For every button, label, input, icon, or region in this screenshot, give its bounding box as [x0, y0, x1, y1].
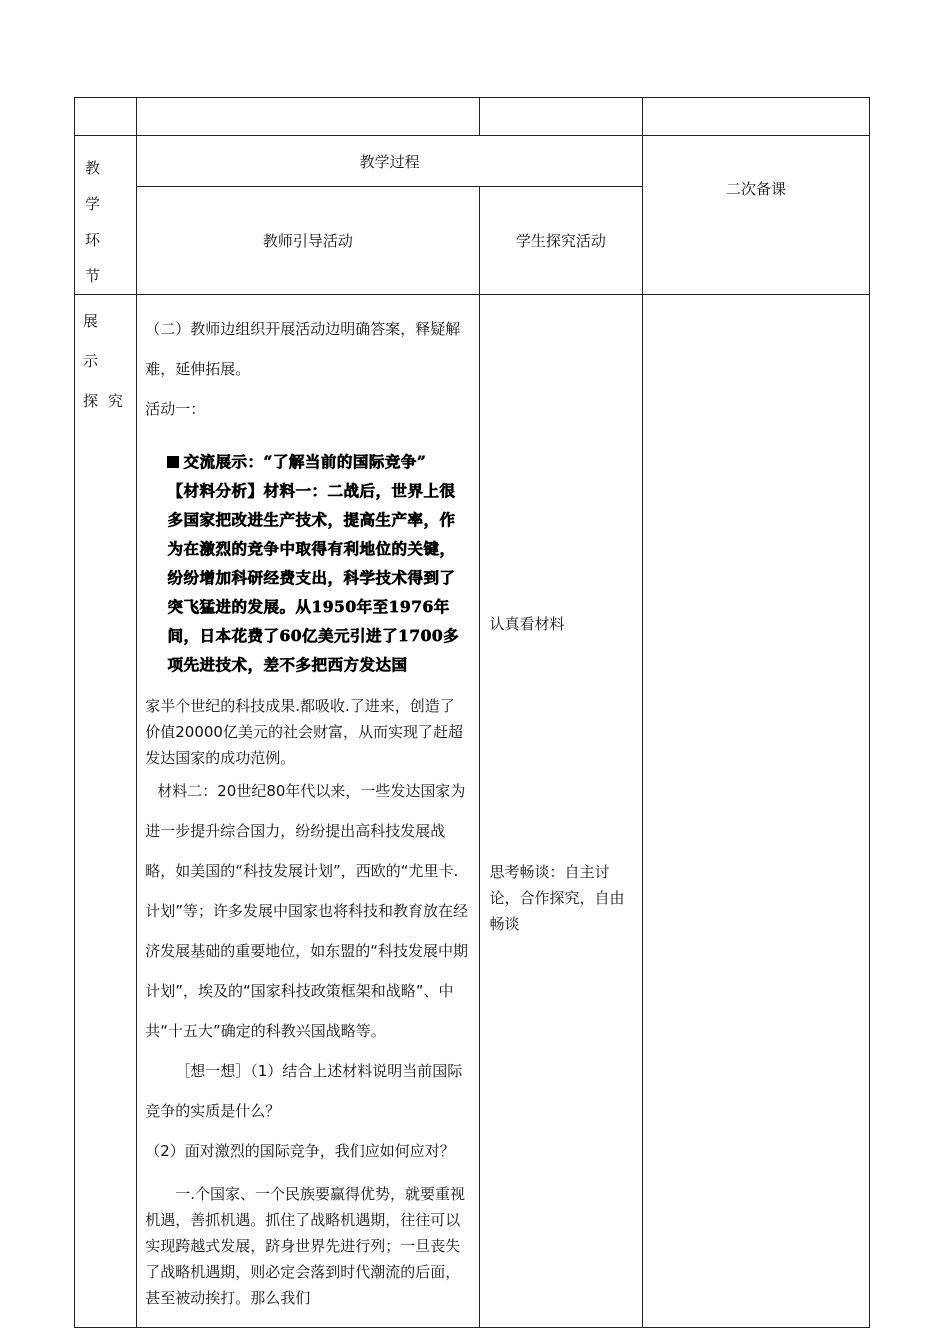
blank-cell [643, 98, 870, 136]
teacher-activity-cell [137, 295, 479, 1328]
think-question: ［想一想］（1）结合上述材料说明当前国际竞争的实质是什么？ [145, 1062, 463, 1120]
blank-cell [137, 98, 479, 136]
lesson-plan-table [74, 97, 870, 1328]
teacher-activity-header: 教师引导活动 [137, 187, 479, 295]
scan-heading: 交流展示：“了解当前的国际竞争” [183, 452, 427, 471]
student-note-read-material: 认真看材料 [489, 615, 565, 633]
blank-cell [75, 98, 137, 136]
process-header: 教学过程 [137, 136, 643, 187]
student-activity-header: 学生探究活动 [479, 187, 643, 295]
blank-top-row [75, 98, 870, 136]
material-two-paragraph: 材料二：20世纪80年代以来，一些发达国家为进一步提升综合国力，纷纷提出高科技发展战略，如美国的“科技发展计划”，西欧的“尤里卡.计划”等；许多发展中国家也将科技和教育放在经济发展基础的重要地位，如东盟的“科技发展中期计划”，埃及的“国家科技政策框架和战略”、中共“十五大”确定的科教兴国战略等。 [145, 782, 469, 1040]
stage-column-header: 教 学 环 节 [75, 136, 137, 295]
blank-cell [479, 98, 643, 136]
square-bullet-icon [167, 456, 179, 468]
second-prep-cell [643, 295, 870, 1328]
activity-label: 活动一： [145, 400, 206, 418]
second-prep-header: 二次备课 [643, 136, 870, 295]
scanned-material-image [167, 447, 468, 679]
material-one-continuation: 家半个世纪的科技成果.都吸收.了进来，创造了价值20000亿美元的社会财富，从而实现了赶超发达国家的成功范例。 [145, 697, 463, 767]
scan-body: 【材料分析】材料一：二战后，世界上很多国家把改进生产技术，提高生产率，作为在激烈的竞争中取得有利地位的关键，纷纷增加科研经费支出，科学技术得到了突飞猛进的发展。从1950年至1976年间，日本花费了60亿美元引进了1700多项先进技术，差不多把西方发达国 [167, 481, 459, 674]
student-note-discussion: 思考畅谈：自主讨论，合作探究，自由畅谈 [489, 863, 625, 933]
student-activity-cell [479, 295, 643, 1328]
intro-paragraph: （二）教师边组织开展活动边明确答案，释疑解难，延伸拓展。 [145, 320, 461, 378]
question-two: （2）面对激烈的国际竞争，我们应如何应对？ [145, 1142, 455, 1160]
closing-paragraph: 一.个国家、一个民族要赢得优势，就要重视机遇，善抓机遇。抓住了战略机遇期，往往可以实现跨越式发展，跻身世界先进行列；一旦丧失了战略机遇期，则必定会落到时代潮流的后面，甚至被动挨打。那么我们 [145, 1185, 466, 1307]
stage-name: 展 示 探究 [75, 295, 137, 1328]
